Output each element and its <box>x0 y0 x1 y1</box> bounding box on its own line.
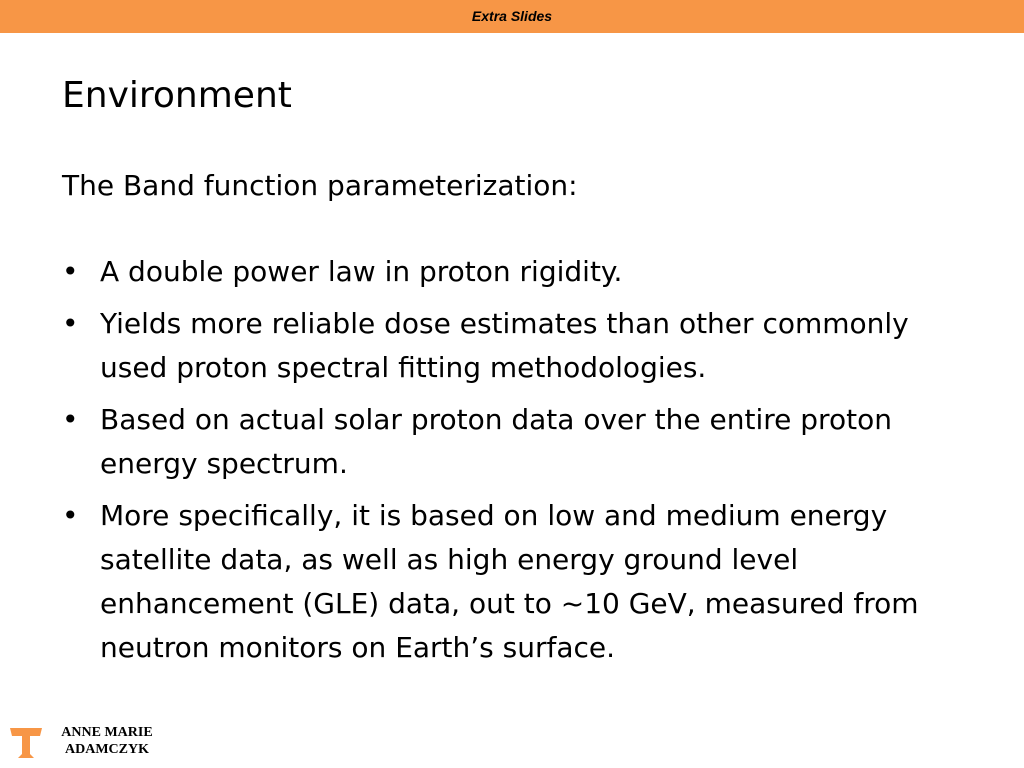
author-name-line1: ANNE MARIE <box>61 725 153 740</box>
bullet-text: A double power law in proton rigidity. <box>100 255 623 288</box>
bullet-item <box>62 250 982 294</box>
bullet-text: Yields more reliable dose estimates than other commonly used proton spectral fitting methodologies. <box>100 307 909 384</box>
author-name <box>52 724 162 758</box>
banner-label: Extra Slides <box>471 8 553 24</box>
bullet-text: Based on actual solar proton data over the entire proton energy spectrum. <box>100 403 892 480</box>
bullet-icon: • <box>62 255 79 288</box>
bullet-icon: • <box>62 307 79 340</box>
bullet-icon: • <box>62 403 79 436</box>
bullet-item <box>62 494 982 670</box>
author-name-line2: ADAMCZYK <box>65 742 149 757</box>
bullet-icon: • <box>62 499 79 532</box>
university-t-logo-icon <box>8 724 44 760</box>
bullet-item <box>62 398 982 486</box>
bullet-text: More specifically, it is based on low and medium energy satellite data, as well as high energy ground level enhancement (GLE) data, out to ~10 GeV, measured from neutron monitors on Earth’s surface. <box>100 499 919 664</box>
bullet-item <box>62 302 982 390</box>
slide-title: Environment <box>62 75 292 116</box>
bullet-list <box>62 250 982 678</box>
top-banner <box>0 0 1024 33</box>
intro-text: The Band function parameterization: <box>62 169 578 202</box>
